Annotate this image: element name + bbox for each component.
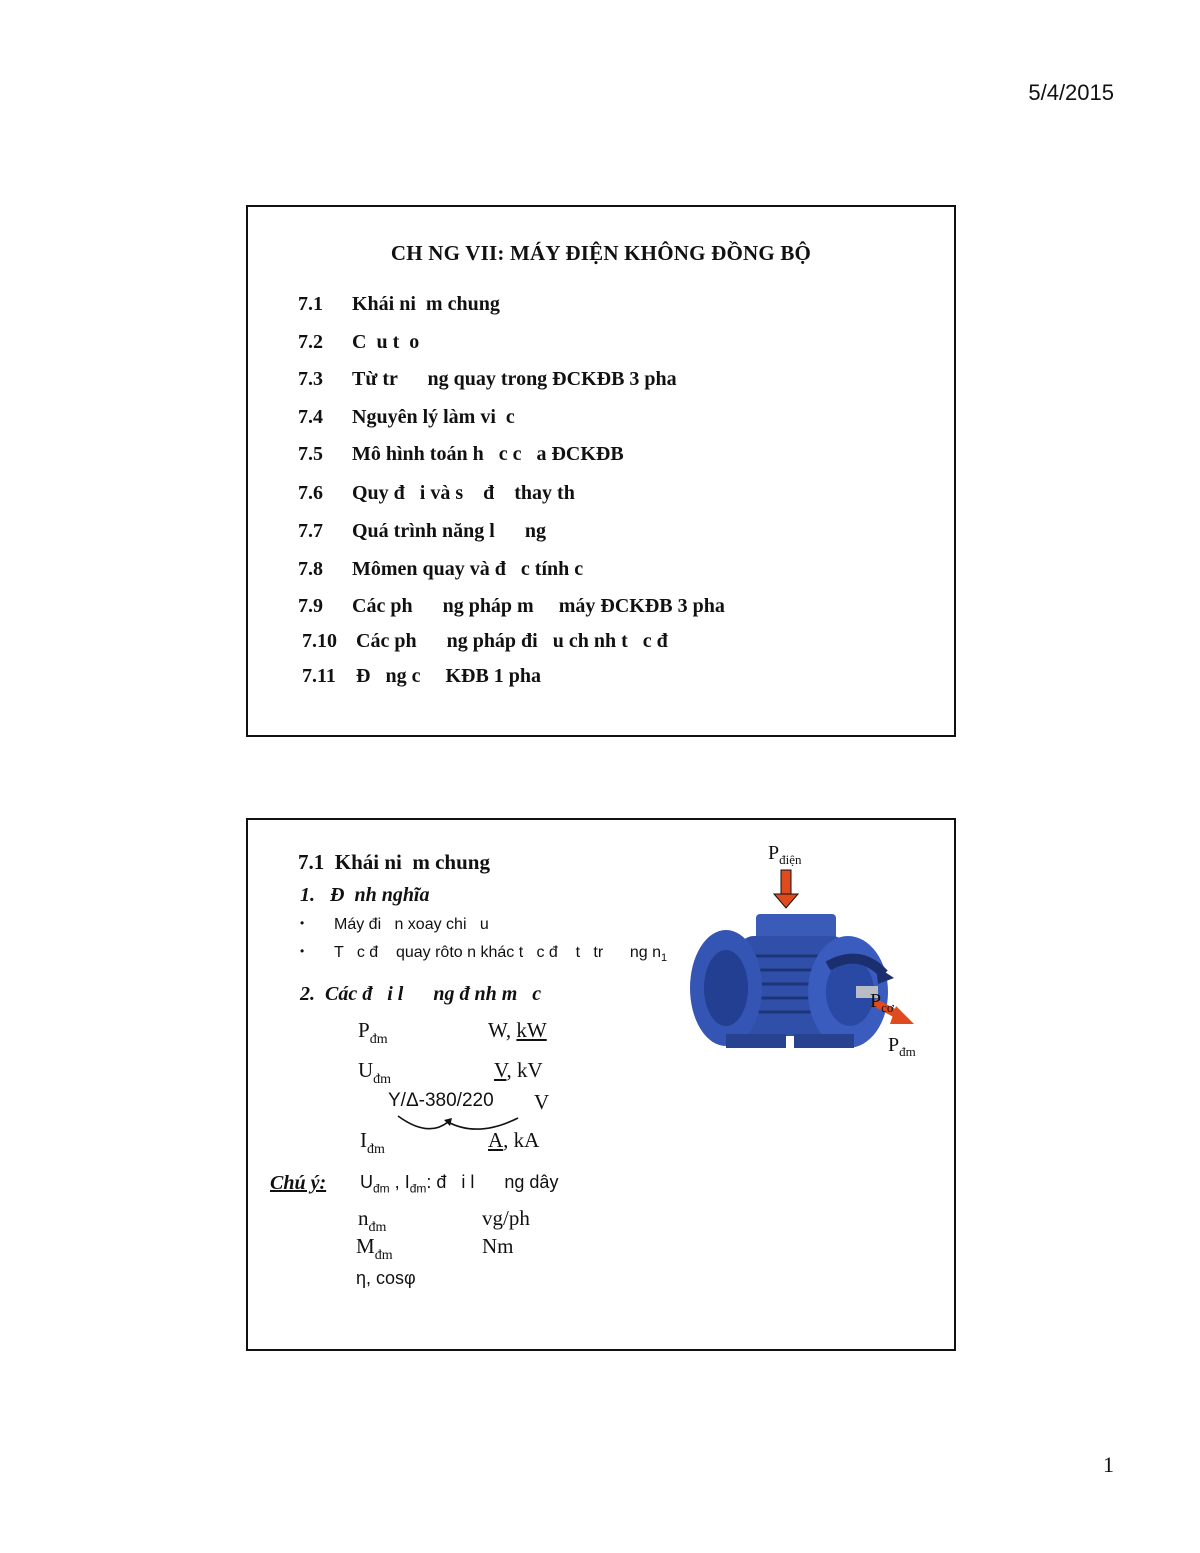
toc-item-number: 7.5: [298, 443, 323, 465]
toc-item-text: Các ph ng pháp m máy ĐCKĐB 3 pha: [352, 595, 725, 617]
toc-item-7-3: [298, 368, 677, 391]
rating-u-unit: V, kV: [494, 1058, 543, 1082]
toc-item-text: Mômen quay và đ c tính c: [352, 558, 584, 580]
connection-unit: V: [534, 1090, 550, 1114]
bullet-dot: •: [300, 944, 305, 958]
chapter-title: CH NG VII: MÁY ĐIỆN KHÔNG ĐỒNG BỘ: [390, 241, 812, 265]
toc-item-7-9: [298, 595, 725, 618]
toc-item-text: Quá trình năng l ng: [352, 520, 546, 542]
bullet-2-sub: 1: [660, 952, 668, 965]
rating-p-unit: W, kW: [488, 1018, 547, 1042]
rating-i-unit: A, kA: [488, 1128, 540, 1152]
toc-item-text: Đ ng c KĐB 1 pha: [356, 665, 542, 687]
toc-item-number: 7.11: [302, 665, 336, 687]
toc-item-7-10: [302, 630, 668, 653]
rated-speed-unit: vg/ph: [482, 1206, 530, 1230]
page-number: 1: [1103, 1452, 1114, 1477]
toc-item-7-8: [298, 558, 583, 581]
subheading-definition: 1. Đ nh nghĩa: [300, 884, 430, 906]
toc-item-7-4: [298, 406, 515, 429]
toc-item-number: 7.2: [298, 331, 323, 353]
rated-torque-symbol: $M_{đm}$: [356, 1234, 393, 1263]
toc-item-number: 7.4: [298, 406, 323, 428]
bullet-2: [300, 944, 667, 964]
label-p-mechanical: $P_{cơ}$: [870, 990, 894, 1015]
connection-rating: Y/Δ-380/220: [388, 1090, 494, 1111]
note-text: $U_{đm}$ , $I_{đm}$: đ i l ng dây: [360, 1172, 559, 1196]
slide-chapter-contents: [246, 205, 956, 737]
toc-item-text: Mô hình toán h c c a ĐCKĐB: [352, 443, 624, 465]
toc-item-text: Khái ni m chung: [352, 293, 500, 315]
toc-item-text: Từ tr ng quay trong ĐCKĐB 3 pha: [352, 368, 677, 390]
toc-item-number: 7.8: [298, 558, 323, 580]
bullet-1: [300, 916, 489, 934]
toc-item-7-7: [298, 520, 546, 543]
note-label: Chú ý:: [270, 1172, 327, 1194]
toc-item-number: 7.10: [302, 630, 337, 652]
rated-speed-symbol: $n_{đm}$: [358, 1206, 387, 1235]
bullet-1-text: Máy đi n xoay chi u: [334, 916, 489, 933]
toc-item-7-11: [302, 665, 541, 688]
toc-item-7-5: [298, 443, 624, 466]
toc-item-text: Các ph ng pháp đi u ch nh t c đ: [356, 630, 668, 652]
toc-item-number: 7.3: [298, 368, 323, 390]
label-p-rated: $P_{đm}$: [888, 1034, 916, 1059]
label-p-electric: $P_{điện}$: [768, 842, 802, 867]
toc-item-7-6: [298, 482, 575, 505]
rated-torque-unit: Nm: [482, 1234, 514, 1258]
toc-item-text: Nguyên lý làm vi c: [352, 406, 515, 428]
rating-i-symbol: $I_{đm}$: [360, 1128, 385, 1157]
toc-item-number: 7.7: [298, 520, 323, 542]
rating-u-symbol: $U_{đm}$: [358, 1058, 392, 1087]
toc-item-7-1: [298, 293, 500, 316]
toc-item-number: 7.1: [298, 293, 323, 315]
toc-item-text: Quy đ i và s đ thay th: [352, 482, 575, 504]
efficiency-powerfactor: η, cosφ: [356, 1268, 416, 1288]
page-date: 5/4/2015: [1028, 80, 1114, 105]
subheading-ratings: 2. Các đ i l ng đ nh m c: [300, 983, 542, 1005]
toc-item-text: C u t o: [352, 331, 420, 353]
rating-p-symbol: $P_{đm}$: [358, 1018, 388, 1047]
bullet-dot: •: [300, 916, 305, 930]
toc-item-number: 7.6: [298, 482, 323, 504]
toc-item-number: 7.9: [298, 595, 323, 617]
section-heading: 7.1 Khái ni m chung: [298, 850, 490, 874]
slide-general-concepts: [246, 818, 956, 1351]
bullet-2-text: T c đ quay rôto n khác t c đ t tr ng n: [334, 944, 661, 961]
toc-item-7-2: [298, 331, 419, 354]
